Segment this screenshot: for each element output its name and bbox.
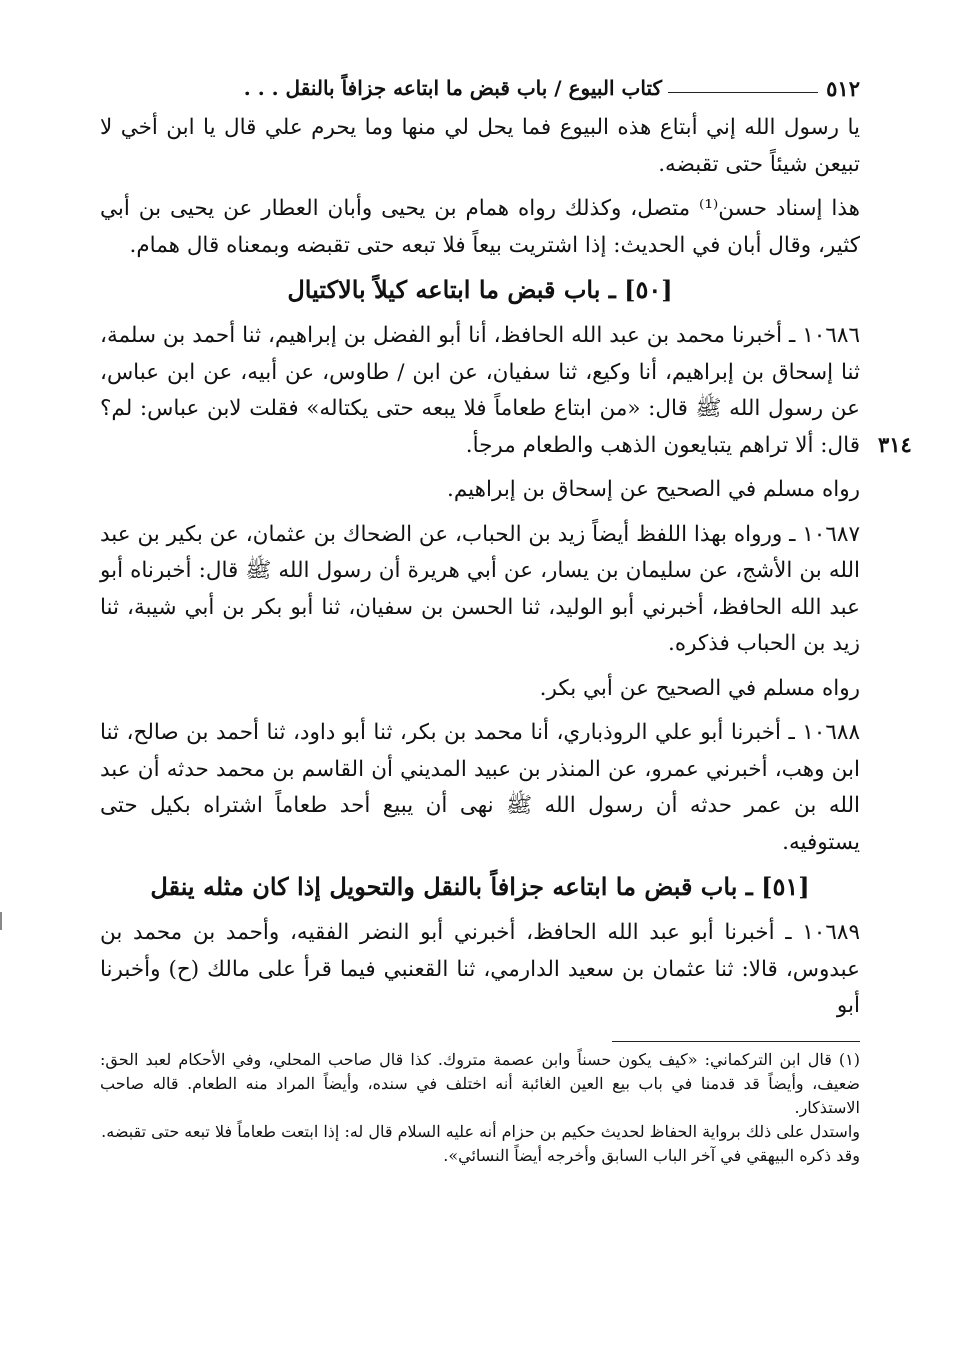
running-header <box>100 70 860 102</box>
footnote: وقد ذكره البيهقي في آخر الباب السابق وأخرجه أيضاً النسائي». <box>443 1145 860 1165</box>
chapter-heading: [٥٠] ـ باب قبض ما ابتاعه كيلاً بالاكتيال <box>287 275 673 304</box>
hadith-paragraph: ١٠٦٨٦ ـ أخبرنا محمد بن عبد الله الحافظ، أنا أبو الفضل بن إبراهيم، ثنا أحمد بن سلمة، ثنا إسحاق بن إبراهيم، أنا وكيع، ثنا سفيان، عن ابن / طاوس، عن أبيه، عن ابن عباس، عن رسول الله ﷺ قال: «من ابتاع طعاماً فلا يبعه حتى يكتاله» فقلت لابن عباس: لم؟ قال: ألا تراهم يتبايعون الذهب والطعام مرجأ. <box>100 323 860 458</box>
footnote-rule <box>612 1041 860 1042</box>
hadith-paragraph: ١٠٦٨٨ ـ أخبرنا أبو علي الروذباري، أنا محمد بن بكر، ثنا أبو داود، ثنا أحمد بن صالح، ثنا ابن وهب، أخبرني عمرو، عن المنذر بن عبيد المديني أن القاسم بن محمد حدثه أن عبد الله بن عمر حدثه أن رسول الله ﷺ نهى أن يبيع أحد طعاماً اشتراه بكيل حتى يستوفيه. <box>100 720 860 855</box>
paragraph: هذا إسناد حسن⁽¹⁾ متصل، وكذلك رواه همام بن يحيى وأبان العطار عن يحيى بن أبي كثير، وقال أبان في الحديث: إذا اشتريت بيعاً فلا تبعه حتى تقبضه وبمعناه قال همام. <box>100 196 861 258</box>
margin-page-number: ٣١٤ <box>878 432 912 457</box>
page <box>100 70 860 1168</box>
chapter-heading: [٥١] ـ باب قبض ما ابتاعه جزافاً بالنقل والتحويل إذا كان مثله ينقل <box>150 872 810 901</box>
footnote: (١) قال ابن التركماني: «كيف يكون حسناً وابن عصمة متروك. كذا قال صاحب المحلي، وفي الأحكام لعبد الحق: ضعيف، وأيضاً قد قدمنا في باب بيع العين الغائبة أنه اختلف في سنده، وأيضاً المراد منه الطعام. قاله صاحب الاستذكار. <box>100 1049 861 1117</box>
paragraph: رواه مسلم في الصحيح عن أبي بكر. <box>539 675 860 701</box>
paragraph: رواه مسلم في الصحيح عن إسحاق بن إبراهيم. <box>447 477 860 502</box>
header-rule <box>668 92 818 93</box>
hadith-paragraph: ١٠٦٨٩ ـ أخبرنا أبو عبد الله الحافظ، أخبرني أبو النضر الفقيه، وأحمد بن محمد بن عبدوس، قالا: ثنا عثمان بن سعيد الدارمي، ثنا القعنبي فيما قرأ على مالك (ح) وأخبرنا أبو <box>100 920 860 1018</box>
page-number: ٥١٢ <box>826 76 860 101</box>
running-title: كتاب البيوع / باب قبض ما ابتاعه جزافاً بالنقل . . . <box>243 76 662 100</box>
footnote: واستدل على ذلك برواية الحفاظ لحديث حكيم بن حزام أنه عليه السلام قال له: إذا ابتعت طعاماً فلا تبعه حتى تقبضه. <box>101 1121 860 1141</box>
hadith-paragraph: ١٠٦٨٧ ـ ورواه بهذا اللفظ أيضاً زيد بن الحباب، عن الضحاك بن عثمان، عن بكير بن عبد الله بن الأشج، عن سليمان بن يسار، عن أبي هريرة أن رسول الله ﷺ قال: أخبرناه أبو عبد الله الحافظ، أخبرني أبو الوليد، ثنا الحسن بن سفيان، ثنا أبو بكر بن أبي شيبة، ثنا زيد بن الحباب فذكره. <box>100 521 860 656</box>
edge-mark <box>0 912 2 930</box>
paragraph: يا رسول الله إني أبتاع هذه البيوع فما يحل لي منها وما يحرم علي قال يا ابن أخي لا تبيعن شيئاً حتى تقبضه. <box>100 115 860 177</box>
